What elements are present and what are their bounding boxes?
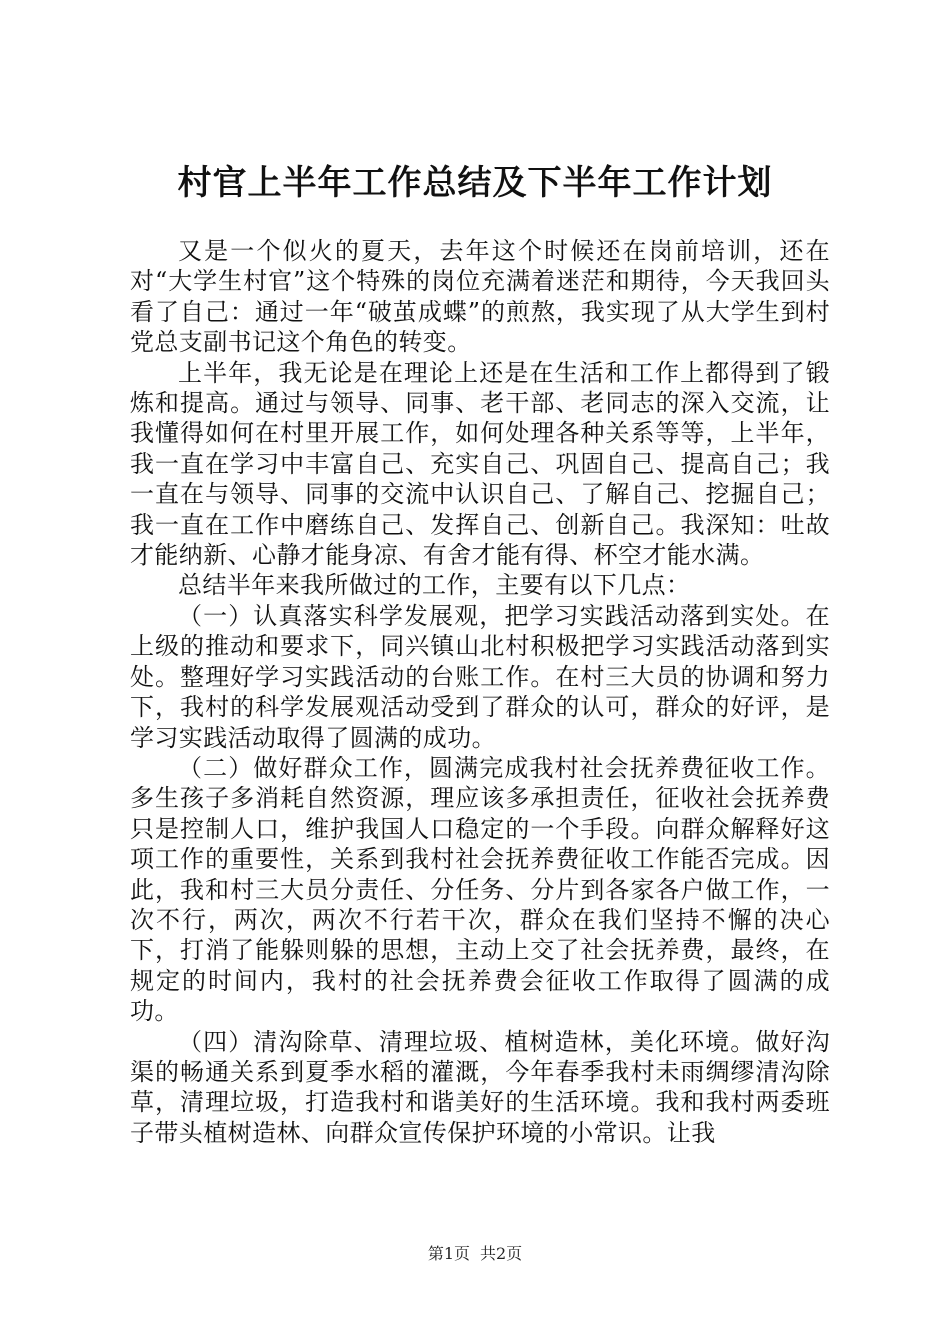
paragraph-summary-lead: 总结半年来我所做过的工作，主要有以下几点： (178, 571, 691, 600)
paragraph-item-4: （四）清沟除草、清理垃圾、植树造林，美化环境。做好沟渠的畅通关系到夏季水稻的灌溉，今年春季我村未雨绸缪清沟除草，清理垃圾，打造我村和谐美好的生活环境。我和我村两委班子带头植树造林、向群众宣传保护环境的小常识。让我 (130, 1027, 830, 1147)
page-footer (0, 1242, 950, 1266)
paragraph-item-2: （二）做好群众工作，圆满完成我村社会抚养费征收工作。多生孩子多消耗自然资源，理应该多承担责任，征收社会抚养费只是控制人口，维护我国人口稳定的一个手段。向群众解释好这项工作的重要性，关系到我村社会抚养费征收工作能否完成。因此，我和村三大员分责任、分任务、分片到各家各户做工作，一次不行，两次，两次不行若干次，群众在我们坚持不懈的决心下，打消了能躲则躲的思想，主动上交了社会抚养费，最终，在规定的时间内，我村的社会抚养费会征收工作取得了圆满的成功。 (130, 753, 830, 1026)
paragraph-item-1: （一）认真落实科学发展观，把学习实践活动落到实处。在上级的推动和要求下，同兴镇山北村积极把学习实践活动落到实处。整理好学习实践活动的台账工作。在村三大员的协调和努力下，我村的科学发展观活动受到了群众的认可，群众的好评，是学习实践活动取得了圆满的成功。 (130, 601, 830, 752)
paragraph-first-half: 上半年，我无论是在理论上还是在生活和工作上都得到了锻炼和提高。通过与领导、同事、老干部、老同志的深入交流，让我懂得如何在村里开展工作，如何处理各种关系等等，上半年，我一直在学习中丰富自己、充实自己、巩固自己、提高自己；我一直在与领导、同事的交流中认识自己、了解自己、挖掘自己；我一直在工作中磨练自己、发挥自己、创新自己。我深知：吐故才能纳新、心静才能身凉、有舍才能有得、杯空才能水满。 (130, 358, 830, 570)
document-body (130, 236, 830, 1148)
page-total: 共2页 (480, 1244, 523, 1263)
document-title: 村官上半年工作总结及下半年工作计划 (177, 163, 773, 203)
page-number: 第1页 (427, 1244, 470, 1263)
paragraph-intro: 又是一个似火的夏天，去年这个时候还在岗前培训，还在对“大学生村官”这个特殊的岗位充满着迷茫和期待，今天我回头看了自己：通过一年“破茧成蝶”的煎熬，我实现了从大学生到村党总支副书记这个角色的转变。 (130, 237, 830, 357)
